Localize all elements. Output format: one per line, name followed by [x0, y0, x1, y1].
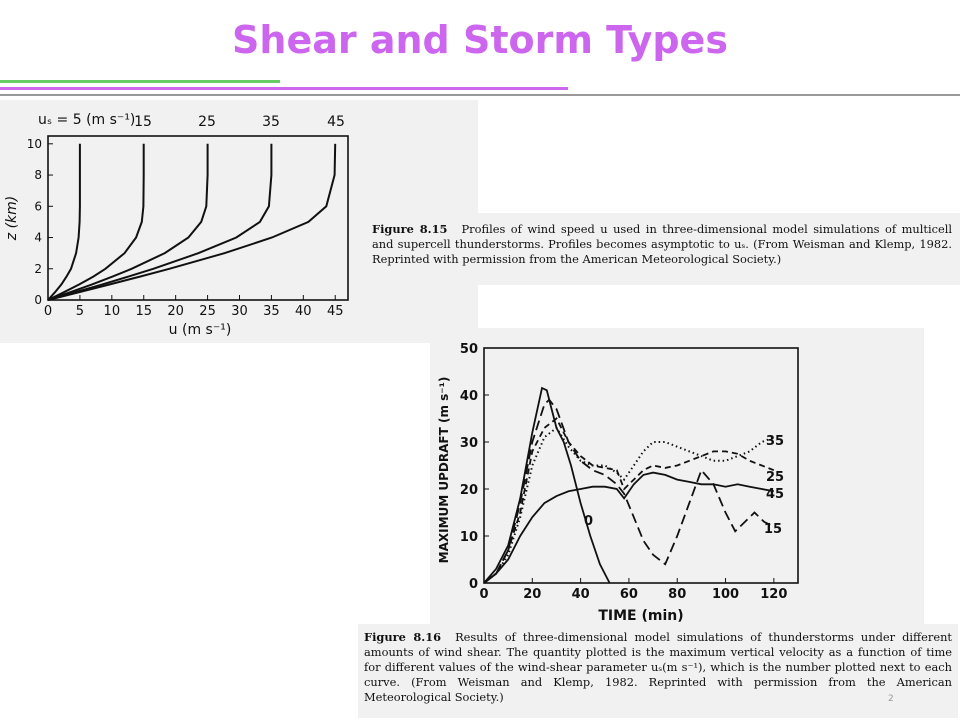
y-tick-label: 10 [459, 530, 478, 545]
x-axis-title: u (m s⁻¹) [168, 322, 232, 338]
figure-8-16-label: Figure 8.16 [364, 630, 442, 644]
y-axis-title: MAXIMUM UPDRAFT (m s⁻¹) [437, 376, 451, 564]
y-tick-label: 10 [26, 136, 42, 151]
figure-8-16-caption [364, 630, 952, 705]
curve-label-45: 45 [766, 487, 785, 502]
updraft-curve-25 [484, 419, 774, 584]
x-tick-label: 40 [571, 587, 590, 602]
top-label-us-5: uₛ = 5 (m s⁻¹) [38, 112, 136, 128]
figure-8-15-text: Profiles of wind speed u used in three-dimensional model simulations of multicell and supercell thunderstorms. Profiles becomes asymptotic to uₛ. (From Weisman and Klemp, 1982. Reprinted with permission from the American Meteorological Society.) [372, 222, 952, 266]
updraft-curve-0 [484, 388, 610, 583]
top-label-us-45: 45 [327, 114, 345, 130]
x-tick-label: 120 [760, 587, 788, 602]
updraft-curve-45 [484, 473, 774, 583]
x-tick-label: 0 [479, 587, 489, 602]
y-axis-title: z (km) [4, 195, 20, 241]
title-rule-gray [0, 94, 960, 96]
slide-title: Shear and Storm Types [232, 18, 728, 62]
curve-label-35: 35 [766, 434, 785, 449]
x-tick-label: 25 [199, 304, 216, 319]
title-rule-purple [0, 87, 568, 90]
y-tick-label: 30 [459, 436, 478, 451]
profile-curve-5 [48, 144, 80, 300]
x-tick-label: 40 [295, 304, 312, 319]
top-label-us-15: 15 [134, 114, 152, 130]
y-tick-label: 40 [459, 389, 478, 404]
x-axis-title: TIME (min) [598, 608, 684, 624]
x-tick-label: 30 [231, 304, 248, 319]
plot-frame [484, 348, 798, 583]
x-tick-label: 35 [263, 304, 280, 319]
y-tick-label: 2 [34, 261, 42, 276]
top-label-us-35: 35 [262, 114, 280, 130]
y-tick-label: 0 [468, 577, 478, 592]
max-updraft-chart [430, 328, 924, 628]
title-rule-green [0, 80, 280, 83]
x-tick-label: 0 [43, 304, 53, 319]
plot-frame [48, 136, 348, 300]
x-tick-label: 5 [75, 304, 85, 319]
x-tick-label: 80 [668, 587, 687, 602]
x-tick-label: 20 [523, 587, 542, 602]
wind-profile-chart [0, 100, 370, 343]
y-tick-label: 6 [34, 199, 42, 214]
y-tick-label: 0 [34, 293, 42, 307]
top-label-us-25: 25 [198, 114, 216, 130]
x-tick-label: 60 [619, 587, 638, 602]
curve-label-25: 25 [766, 470, 785, 485]
profile-curve-45 [48, 144, 335, 300]
curve-label-15: 15 [764, 522, 783, 537]
figure-8-15-label: Figure 8.15 [372, 222, 448, 236]
profile-curve-35 [48, 144, 271, 300]
page-number: 2 [888, 694, 894, 704]
x-tick-label: 15 [135, 304, 153, 319]
y-tick-label: 50 [459, 342, 478, 357]
y-tick-label: 20 [459, 483, 478, 498]
figure-8-15-caption [372, 222, 952, 267]
y-tick-label: 8 [34, 168, 42, 183]
x-tick-label: 45 [326, 304, 344, 319]
curve-label-0: 0 [584, 514, 594, 529]
x-tick-label: 20 [167, 304, 184, 319]
x-tick-label: 100 [711, 587, 740, 602]
x-tick-label: 10 [103, 304, 121, 319]
figure-8-16-text: Results of three-dimensional model simulations of thunderstorms under different amounts of wind shear. The quantity plotted is the maximum vertical velocity as a function of time for different values of the wind-shear parameter uₛ(m s⁻¹), which is the number plotted next to each curve. (From Weisman and Klemp, 1982. Reprinted with permission from the American Meteorological Society.) [364, 630, 952, 704]
y-tick-label: 4 [34, 230, 42, 245]
